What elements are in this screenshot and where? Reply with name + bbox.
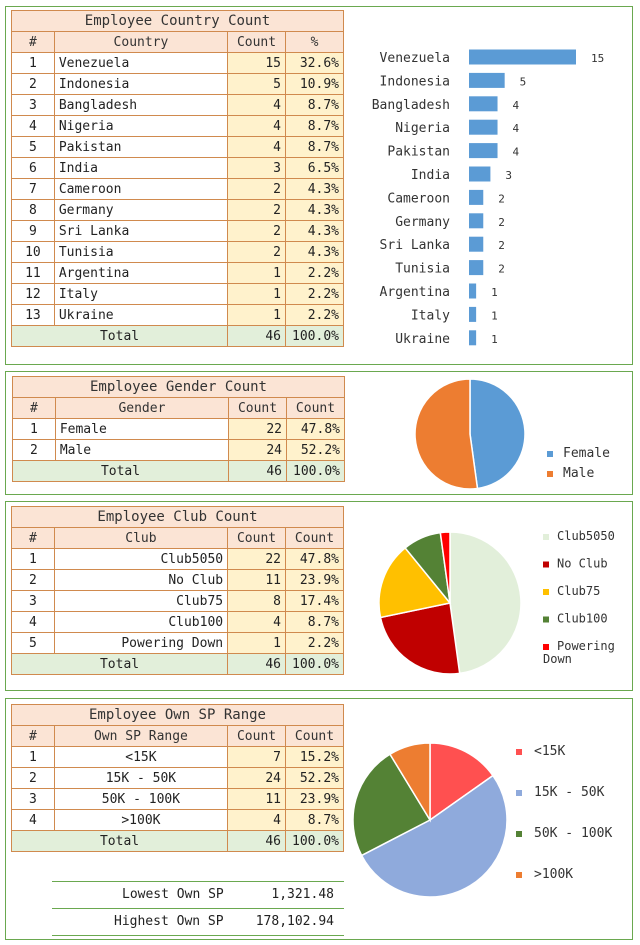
row-index: 13 — [12, 305, 55, 326]
bar-value-label: 4 — [512, 98, 520, 112]
bar-category-label: Indonesia — [379, 74, 450, 90]
row-count: 11 — [228, 789, 286, 810]
bar-value-label: 2 — [498, 215, 505, 229]
bar — [469, 167, 490, 182]
bar-value-label: 2 — [498, 239, 505, 253]
row-pct: 8.7% — [286, 612, 344, 633]
legend-marker — [543, 589, 549, 595]
row-count: 22 — [229, 419, 287, 440]
table-row — [12, 305, 344, 326]
row-pct: 4.3% — [285, 200, 343, 221]
legend-label: Club75 — [557, 584, 601, 598]
club-table — [11, 506, 344, 675]
row-count: 24 — [229, 440, 287, 461]
table-row — [12, 53, 344, 74]
col-header-range: Own SP Range — [54, 726, 227, 747]
row-name: Nigeria — [54, 116, 227, 137]
bar — [469, 143, 498, 158]
table-row — [12, 242, 344, 263]
row-pct: 2.2% — [285, 305, 343, 326]
row-name: Club5050 — [54, 549, 227, 570]
row-index: 2 — [12, 768, 55, 789]
total-label: Total — [12, 831, 228, 852]
gender-table — [12, 376, 345, 482]
total-pct: 100.0% — [285, 326, 343, 347]
bar-category-label: Nigeria — [395, 121, 450, 137]
total-label: Total — [12, 326, 228, 347]
row-pct: 52.2% — [286, 768, 344, 789]
legend-marker — [543, 617, 549, 623]
col-header-pct: Count — [286, 528, 344, 549]
row-count: 4 — [228, 95, 286, 116]
bar-value-label: 2 — [498, 262, 505, 276]
country-table-title: Employee Country Count — [12, 11, 344, 32]
table-row — [12, 612, 344, 633]
row-pct: 10.9% — [285, 74, 343, 95]
row-index: 3 — [12, 591, 55, 612]
table-row — [12, 633, 344, 654]
col-header-num: # — [12, 32, 55, 53]
row-name: Club75 — [54, 591, 227, 612]
legend-label: >100K — [534, 867, 574, 882]
highest-sp-row — [52, 908, 344, 936]
row-index: 5 — [12, 633, 55, 654]
bar — [469, 73, 505, 88]
row-index: 1 — [12, 549, 55, 570]
sp-table-title: Employee Own SP Range — [12, 705, 344, 726]
country-table — [11, 10, 344, 347]
row-name: 15K - 50K — [54, 768, 227, 789]
bar-value-label: 1 — [491, 309, 498, 323]
row-pct: 8.7% — [286, 810, 344, 831]
row-name: Germany — [54, 200, 227, 221]
legend-label: Female — [563, 446, 610, 461]
row-index: 6 — [12, 158, 55, 179]
row-pct: 4.3% — [285, 242, 343, 263]
row-pct: 52.2% — [286, 440, 344, 461]
row-count: 8 — [228, 591, 286, 612]
row-index: 1 — [12, 53, 55, 74]
table-row — [12, 747, 344, 768]
bar — [469, 330, 476, 345]
bar-value-label: 1 — [491, 286, 498, 299]
bar — [469, 213, 483, 228]
total-pct: 100.0% — [286, 461, 344, 482]
table-row — [12, 116, 344, 137]
row-count: 5 — [228, 74, 286, 95]
bar-category-label: Argentina — [379, 285, 450, 300]
bar-category-label: Tunisia — [395, 261, 450, 277]
row-index: 8 — [12, 200, 55, 221]
table-row — [13, 440, 345, 461]
table-row — [12, 549, 344, 570]
col-header-gender: Gender — [55, 398, 228, 419]
sp-pie-chart — [350, 702, 630, 938]
legend-marker — [516, 872, 522, 878]
legend-label: 15K - 50K — [534, 785, 605, 800]
row-name: Cameroon — [54, 179, 227, 200]
total-label: Total — [13, 461, 229, 482]
table-row — [12, 221, 344, 242]
legend-marker — [543, 644, 549, 650]
bar-value-label: 4 — [512, 145, 520, 159]
row-count: 1 — [228, 633, 286, 654]
row-count: 22 — [228, 549, 286, 570]
gender-pie-chart — [350, 375, 630, 493]
row-name: Club100 — [54, 612, 227, 633]
total-count: 46 — [228, 326, 286, 347]
col-header-num: # — [12, 726, 55, 747]
row-index: 5 — [12, 137, 55, 158]
row-count: 1 — [228, 263, 286, 284]
legend-label: <15K — [534, 744, 566, 759]
legend-marker — [547, 451, 553, 457]
row-pct: 15.2% — [286, 747, 344, 768]
row-count: 3 — [228, 158, 286, 179]
table-row — [12, 137, 344, 158]
col-header-pct: Count — [286, 726, 344, 747]
club-table-title: Employee Club Count — [12, 507, 344, 528]
bar-value-label: 4 — [512, 122, 520, 136]
highest-sp-label: Highest Own SP — [114, 914, 224, 929]
lowest-sp-value: 1,321.48 — [271, 887, 334, 902]
table-row — [12, 591, 344, 612]
row-index: 1 — [12, 747, 55, 768]
row-index: 12 — [12, 284, 55, 305]
row-index: 3 — [12, 95, 55, 116]
row-name: Tunisia — [54, 242, 227, 263]
row-count: 2 — [228, 221, 286, 242]
pie-slice — [415, 379, 477, 489]
row-name: <15K — [54, 747, 227, 768]
table-row — [12, 74, 344, 95]
row-name: Pakistan — [54, 137, 227, 158]
row-pct: 2.2% — [286, 633, 344, 654]
legend-label: 50K - 100K — [534, 826, 613, 841]
total-label: Total — [12, 654, 228, 675]
row-index: 4 — [12, 116, 55, 137]
row-name: India — [54, 158, 227, 179]
row-count: 2 — [228, 200, 286, 221]
legend-marker — [516, 790, 522, 796]
total-row — [12, 831, 344, 852]
row-count: 2 — [228, 179, 286, 200]
row-index: 11 — [12, 263, 55, 284]
col-header-pct: Count — [286, 398, 344, 419]
legend-label: Powering Down — [543, 639, 615, 666]
row-pct: 8.7% — [285, 116, 343, 137]
legend-label: Club100 — [557, 611, 608, 626]
row-count: 4 — [228, 137, 286, 158]
legend-label: Club5050 — [557, 529, 615, 543]
row-name: Sri Lanka — [54, 221, 227, 242]
legend-label: No Club — [557, 556, 608, 571]
row-count: 4 — [228, 810, 286, 831]
table-row — [12, 95, 344, 116]
bar-category-label: Ukraine — [395, 331, 450, 347]
bar — [469, 307, 476, 322]
gender-table-title: Employee Gender Count — [13, 377, 345, 398]
row-pct: 2.2% — [285, 284, 343, 305]
col-header-count: Count — [228, 32, 286, 53]
row-count: 15 — [228, 53, 286, 74]
bar-category-label: Germany — [395, 214, 450, 230]
row-count: 11 — [228, 570, 286, 591]
row-name: Powering Down — [54, 633, 227, 654]
row-index: 7 — [12, 179, 55, 200]
col-header-club: Club — [54, 528, 227, 549]
table-row — [12, 789, 344, 810]
bar-category-label: Italy — [410, 308, 450, 324]
legend-marker — [547, 471, 553, 477]
bar-category-label: Sri Lanka — [379, 238, 450, 254]
total-count: 46 — [228, 831, 286, 852]
sp-summary — [52, 881, 344, 936]
row-count: 24 — [228, 768, 286, 789]
row-pct: 47.8% — [286, 549, 344, 570]
legend-marker — [543, 562, 549, 568]
bar — [469, 237, 483, 252]
row-name: Argentina — [54, 263, 227, 284]
row-pct: 17.4% — [286, 591, 344, 612]
total-count: 46 — [228, 654, 286, 675]
table-row — [12, 570, 344, 591]
row-name: 50K - 100K — [54, 789, 227, 810]
bar — [469, 120, 498, 135]
bar-category-label: Pakistan — [387, 144, 450, 160]
row-count: 4 — [228, 116, 286, 137]
col-header-pct: % — [285, 32, 343, 53]
bar-value-label: 1 — [491, 332, 498, 346]
row-index: 1 — [13, 419, 56, 440]
club-pie-chart — [350, 505, 630, 687]
bar — [469, 96, 498, 111]
row-index: 4 — [12, 810, 55, 831]
row-name: Ukraine — [54, 305, 227, 326]
table-row — [12, 200, 344, 221]
row-count: 7 — [228, 747, 286, 768]
table-row — [12, 158, 344, 179]
pie-slice — [470, 379, 525, 488]
row-name: Indonesia — [54, 74, 227, 95]
row-count: 1 — [228, 305, 286, 326]
col-header-count: Count — [229, 398, 287, 419]
row-index: 10 — [12, 242, 55, 263]
row-index: 2 — [12, 570, 55, 591]
legend-marker — [516, 831, 522, 837]
row-pct: 8.7% — [285, 137, 343, 158]
legend-marker — [516, 749, 522, 755]
row-name: Female — [55, 419, 228, 440]
col-header-num: # — [13, 398, 56, 419]
row-pct: 23.9% — [286, 789, 344, 810]
bar — [469, 260, 483, 275]
table-row — [12, 284, 344, 305]
row-pct: 23.9% — [286, 570, 344, 591]
total-pct: 100.0% — [286, 654, 344, 675]
bar-category-label: Venezuela — [379, 51, 450, 66]
total-row — [12, 654, 344, 675]
row-pct: 2.2% — [285, 263, 343, 284]
highest-sp-value: 178,102.94 — [255, 914, 334, 929]
table-row — [12, 768, 344, 789]
row-pct: 4.3% — [285, 221, 343, 242]
row-pct: 47.8% — [286, 419, 344, 440]
row-index: 2 — [12, 74, 55, 95]
lowest-sp-row — [52, 881, 344, 908]
bar-value-label: 5 — [519, 75, 527, 89]
table-row — [13, 419, 345, 440]
row-count: 4 — [228, 612, 286, 633]
total-row — [12, 326, 344, 347]
row-name: >100K — [54, 810, 227, 831]
bar-value-label: 3 — [505, 169, 513, 182]
bar-category-label: India — [410, 168, 450, 183]
pie-slice — [450, 532, 521, 673]
row-name: Male — [55, 440, 228, 461]
sp-table — [11, 704, 344, 852]
bar — [469, 284, 476, 299]
legend-label: Male — [563, 466, 595, 481]
row-index: 4 — [12, 612, 55, 633]
row-name: Italy — [54, 284, 227, 305]
row-index: 2 — [13, 440, 56, 461]
row-count: 2 — [228, 242, 286, 263]
row-name: Bangladesh — [54, 95, 227, 116]
bar-value-label: 15 — [591, 52, 605, 65]
table-row — [12, 179, 344, 200]
row-count: 1 — [228, 284, 286, 305]
row-pct: 6.5% — [285, 158, 343, 179]
row-pct: 8.7% — [285, 95, 343, 116]
row-pct: 32.6% — [285, 53, 343, 74]
bar-category-label: Bangladesh — [371, 97, 450, 113]
bar — [469, 190, 483, 205]
bar — [469, 50, 576, 65]
legend-marker — [543, 534, 549, 540]
col-header-num: # — [12, 528, 55, 549]
col-header-count: Count — [228, 528, 286, 549]
total-row — [13, 461, 345, 482]
row-index: 3 — [12, 789, 55, 810]
row-pct: 4.3% — [285, 179, 343, 200]
bar-value-label: 2 — [498, 192, 505, 206]
bar-category-label: Cameroon — [387, 191, 450, 207]
lowest-sp-label: Lowest Own SP — [122, 887, 224, 902]
table-row — [12, 810, 344, 831]
total-pct: 100.0% — [286, 831, 344, 852]
col-header-count: Count — [228, 726, 286, 747]
country-bar-chart — [350, 40, 630, 355]
table-row — [12, 263, 344, 284]
col-header-country: Country — [54, 32, 227, 53]
row-name: Venezuela — [54, 53, 227, 74]
row-index: 9 — [12, 221, 55, 242]
row-name: No Club — [54, 570, 227, 591]
total-count: 46 — [229, 461, 287, 482]
